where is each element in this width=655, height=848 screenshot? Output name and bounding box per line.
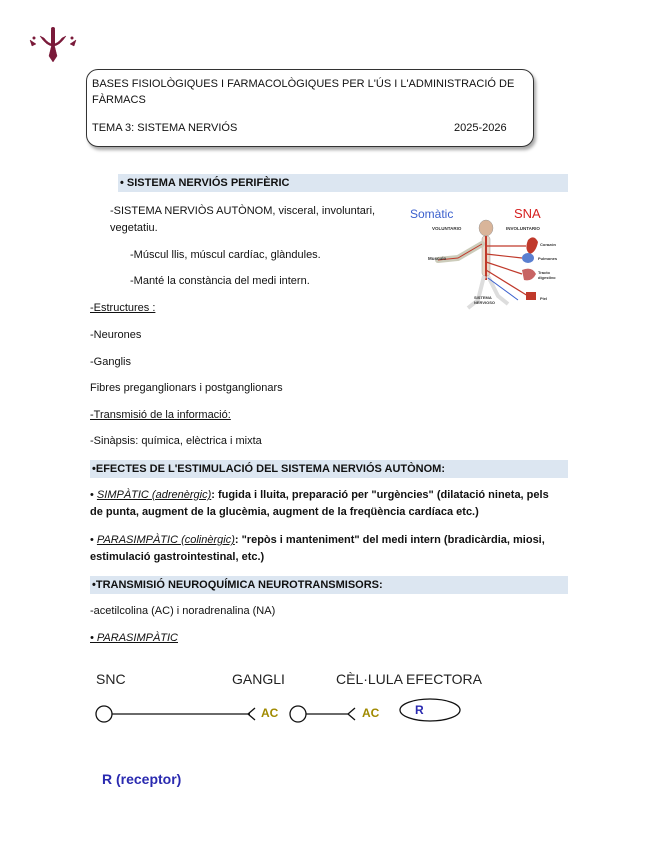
figure-digestive-icon <box>522 269 536 281</box>
figure-skin-icon <box>526 292 536 300</box>
section-heading-transmisio: •TRANSMISIÓ NEUROQUÍMICA NEUROTRANSMISORS: <box>90 576 568 594</box>
estructures-line: -Estructures : <box>90 302 156 314</box>
figure-sistema-2: NERVIOSO <box>474 300 496 305</box>
fibres-line: Fibres preganglionars i postganglionars <box>90 382 283 394</box>
receptor-caption: R (receptor) <box>102 771 182 787</box>
synapse-2-icon <box>348 708 355 720</box>
diagram-ac-2: AC <box>362 706 380 720</box>
section-heading-efectes: •EFECTES DE L'ESTIMULACIÓ DEL SISTEMA NERVIÓS AUTÒNOM: <box>90 460 568 478</box>
diagram-ac-1: AC <box>261 706 279 720</box>
sna-line-2: vegetatiu. <box>110 222 158 234</box>
figure-voluntario: VOLUNTARIO <box>432 226 462 231</box>
figure-piel: Piel <box>540 296 548 301</box>
neurones-line: -Neurones <box>90 329 142 341</box>
figure-lungs-icon <box>522 253 534 263</box>
simpatic-text: : fugida i lluita, preparació per "urgències" (dilatació nineta, pels de punta, augment de la glucèmia, augment de la freqüència cardíaca etc.) <box>90 489 549 518</box>
transmissio-line: -Transmisió de la informació: <box>90 409 231 421</box>
parasimpatic-label: PARASIMPÀTIC (colinèrgic) <box>96 534 235 546</box>
diagram-gangli-label: GANGLI <box>232 671 285 687</box>
diagram-snc-label: SNC <box>96 671 126 687</box>
section-heading-snp: • SISTEMA NERVIÓS PERIFÈRIC <box>118 174 568 192</box>
sna-line-1: -SISTEMA NERVIÒS AUTÒNOM, visceral, involuntari, <box>110 205 376 217</box>
snc-neuron-soma-icon <box>96 706 112 722</box>
diagram-r-label: R <box>415 703 424 717</box>
figure-heart-icon <box>526 237 538 254</box>
figure-involuntario: INVOLUNTARIO <box>506 226 540 231</box>
parasympathetic-pathway-diagram <box>90 696 470 728</box>
topic-label: TEMA 3: SISTEMA NERVIÓS <box>92 122 238 134</box>
nervous-system-figure <box>398 200 566 312</box>
academic-year: 2025-2026 <box>454 122 507 134</box>
figure-somatic-label: Somàtic <box>410 207 454 221</box>
ganglion-neuron-soma-icon <box>290 706 306 722</box>
neurotransmissors-line: -acetilcolina (AC) i noradrenalina (NA) <box>90 605 276 617</box>
figure-pulmones: Pulmones <box>538 256 558 261</box>
effector-receptor-icon <box>400 699 460 721</box>
figure-sna-label: SNA <box>514 206 541 221</box>
simpatic-bullet: • <box>90 489 94 501</box>
document-title: BASES FISIOLÒGIQUES I FARMACOLÒGIQUES PER L'ÚS I L'ADMINISTRACIÓ DE FÀRMACS <box>92 78 515 106</box>
parasimpatic-subheading: • PARASIMPÀTIC <box>90 632 178 644</box>
figure-musculo: Musculo <box>428 256 447 261</box>
sinapsis-line: -Sinàpsis: química, elèctrica i mixta <box>90 435 262 447</box>
ganglis-line: -Ganglis <box>90 356 131 368</box>
figure-sistema-1: SISTEMA <box>474 295 492 300</box>
figure-tracto-1: Tracto <box>538 270 551 275</box>
parasimpatic-paragraph <box>90 532 560 566</box>
parasimpatic-bullet: • <box>90 534 94 546</box>
constancia-line: -Manté la constància del medi intern. <box>130 275 310 287</box>
simpatic-label: SIMPÀTIC (adrenèrgic) <box>96 489 212 501</box>
figure-tracto-2: digestivo <box>538 275 556 280</box>
muscles-line: -Múscul llis, múscul cardíac, glàndules. <box>130 249 321 261</box>
parasimpatic-text: : "repòs i manteniment" del medi intern (bradicàrdia, miosi, estimulació gastrointestinal, etc.) <box>90 534 545 563</box>
diagram-cellula-label: CÈL·LULA EFECTORA <box>336 671 483 687</box>
simpatic-paragraph <box>90 487 560 521</box>
university-logo-icon <box>26 26 80 66</box>
figure-corazon: Corazón <box>540 242 556 247</box>
figure-head-icon <box>479 220 493 236</box>
